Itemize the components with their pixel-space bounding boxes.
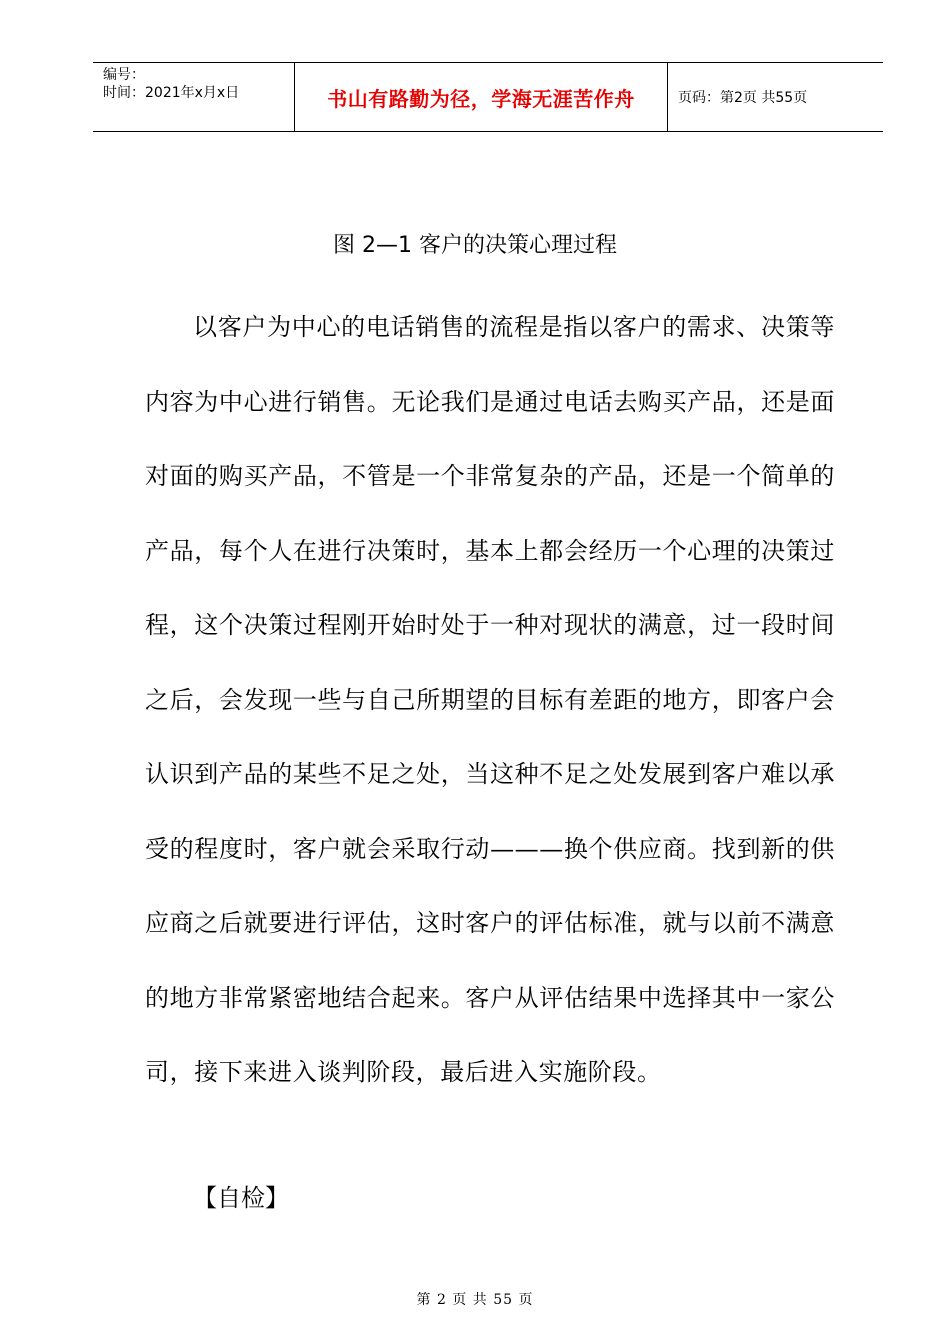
document-number-label: 编号： — [103, 67, 145, 83]
document-time-label: 时间：2021年x月x日 — [103, 85, 240, 101]
header-meta-cell — [93, 63, 295, 131]
body-paragraph: 以客户为中心的电话销售的流程是指以客户的需求、决策等内容为中心进行销售。无论我们是通过电话去购买产品，还是面对面的购买产品，不管是一个非常复杂的产品，还是一个简单的产品，每个人在进行决策时，基本上都会经历一个心理的决策过程，这个决策过程刚开始时处于一种对现状的满意，过一段时间之后，会发现一些与自己所期望的目标有差距的地方，即客户会认识到产品的某些不足之处，当这种不足之处发展到客户难以承受的程度时，客户就会采取行动———换个供应商。找到新的供应商之后就要进行评估，这时客户的评估标准，就与以前不满意的地方非常紧密地结合起来。客户从评估结果中选择其中一家公司，接下来进入谈判阶段，最后进入实施阶段。 — [145, 313, 835, 1086]
footer-page-number: 第 2 页 共 55 页 — [416, 1292, 534, 1308]
header-motto-cell — [295, 63, 668, 131]
header-page-info: 页码：第2页 共55页 — [678, 90, 808, 106]
self-check-heading: 【自检】 — [193, 1184, 289, 1212]
figure-caption: 图 2—1 客户的决策心理过程 — [333, 233, 617, 258]
header-motto: 书山有路勤为径，学海无涯苦作舟 — [327, 86, 635, 111]
header-page-cell — [668, 63, 883, 131]
page-header — [93, 62, 883, 132]
